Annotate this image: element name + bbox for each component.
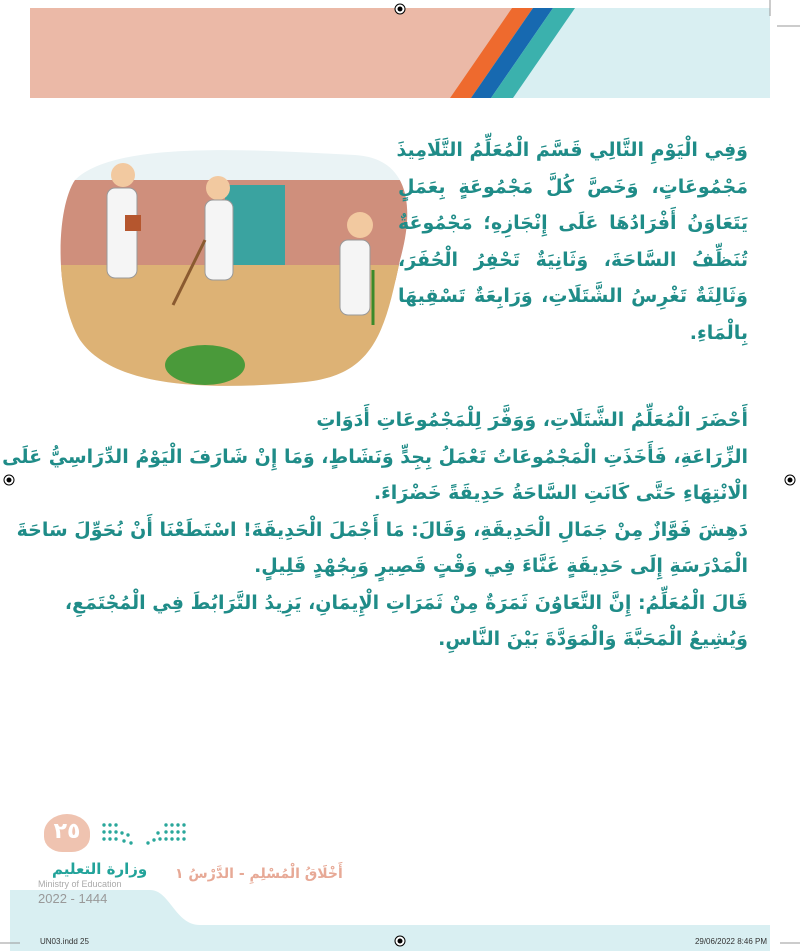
text-line: الْانْتِهَاءِ حَتَّى كَانَتِ السَّاحَةُ حَدِيقَةً خَضْرَاءَ.: [373, 482, 748, 504]
ministry-logo-icon: [98, 820, 190, 850]
ministry-name-arabic: وزارة التعليم: [52, 860, 148, 878]
text-line: الْمَدْرَسَةِ إِلَى حَدِيقَةٍ غَنَّاءَ فِي وَقْتٍ قَصِيرٍ وَبِجُهْدٍ قَلِيلٍ.: [254, 555, 748, 577]
ministry-name-english: Ministry of Education: [38, 879, 122, 889]
text-line: بِالْمَاءِ.: [689, 321, 748, 344]
text-line: أَحْضَرَ الْمُعَلِّمُ الشَّتَلَاتِ، وَوَفَّرَ لِلْمَجْمُوعَاتِ أَدَوَاتِ: [316, 409, 748, 431]
text-line: تُنَظِّفُ السَّاحَةَ، وَثَانِيَةٌ تَحْفِرُ الْحُفَرَ،: [398, 248, 748, 271]
text-line: وَفِي الْيَوْمِ التَّالِي قَسَّمَ الْمُعَلِّمُ التَّلَامِيذَ: [396, 139, 748, 161]
students-gardening-illustration: [55, 140, 415, 390]
text-line: وَيُشِيعُ الْمَحَبَّةَ وَالْمَوَدَّةَ بَيْنَ النَّاسِ.: [438, 628, 748, 650]
slug-filename: UN03.indd 25: [40, 937, 89, 946]
footer-band: [0, 840, 800, 951]
text-line: دَهِشَ فَوَّازٌ مِنْ جَمَالِ الْحَدِيقَةِ، وَقَالَ: مَا أَجْمَلَ الْحَدِيقَةَ! اسْتَطَعْنَا أَنْ نُحَوِّلَ سَاحَةَ: [16, 518, 748, 541]
text-line: الزِّرَاعَةِ، فَأَخَذَتِ الْمَجْمُوعَاتُ تَعْمَلُ بِجِدٍّ وَنَشَاطٍ، وَمَا إِنْ شَارَفَ الْيَوْمُ الدِّرَاسِيُّ عَلَى: [2, 445, 748, 468]
page-number: ٢٥: [44, 814, 90, 852]
lesson-title: أَخْلَاقُ الْمُسْلِمِ - الدَّرْسُ ١: [175, 866, 343, 882]
edition-year: 2022 - 1444: [38, 891, 108, 906]
header-banner: [0, 0, 800, 110]
text-line: يَتَعَاوَنُ أَفْرَادُهَا عَلَى إِنْجَازِهِ؛ مَجْمُوعَةٌ: [398, 212, 748, 234]
slug-date: 29/06/2022 8:46 PM: [694, 937, 767, 946]
text-line: قَالَ الْمُعَلِّمُ: إِنَّ التَّعَاوُنَ ثَمَرَةٌ مِنْ ثَمَرَاتِ الْإِيمَانِ، يَزِيدُ التَّرَابُطَ فِي الْمُجْتَمَعِ،: [64, 591, 748, 614]
text-line: وَثَالِثَةٌ تَغْرِسُ الشَّتَلَاتِ، وَرَابِعَةٌ تَسْقِيهَا: [398, 285, 748, 307]
text-line: مَجْمُوعَاتٍ، وَخَصَّ كُلَّ مَجْمُوعَةٍ بِعَمَلٍ: [398, 175, 748, 198]
story-paragraph-2: [2, 402, 748, 658]
registration-marks: [0, 470, 800, 490]
story-paragraph-1: [398, 132, 748, 351]
